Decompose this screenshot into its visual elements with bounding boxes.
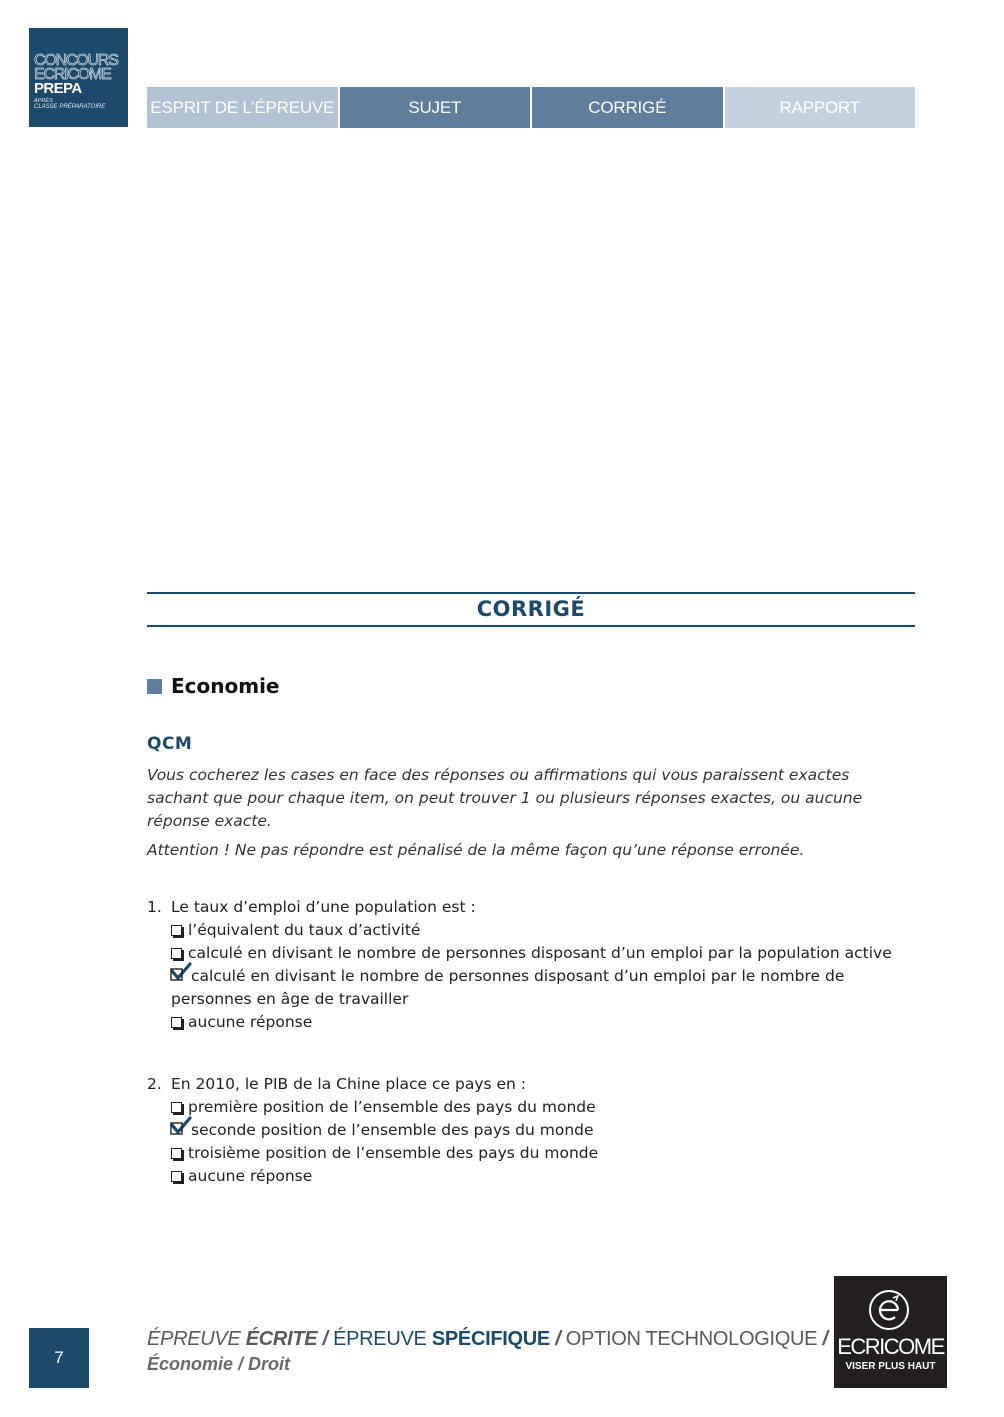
option-text: seconde position de l’ensemble des pays du monde <box>191 1121 594 1139</box>
answer-option-checked[interactable] <box>171 965 907 1011</box>
footer-epreuve: ÉPREUVE <box>147 1328 246 1350</box>
option-text: l’équivalent du taux d’activité <box>188 921 421 939</box>
option-text: aucune réponse <box>188 1013 313 1031</box>
square-bullet-icon <box>147 679 162 694</box>
title-rule-bottom <box>147 625 915 627</box>
page-title: CORRIGÉ <box>476 597 586 621</box>
footer-caption <box>147 1326 828 1376</box>
footer-subject: Économie / Droit <box>147 1354 291 1374</box>
ecricome-e-icon <box>869 1290 909 1330</box>
answer-option[interactable] <box>171 1011 907 1034</box>
answer-option[interactable] <box>171 1142 907 1165</box>
answer-option-checked[interactable] <box>171 1119 907 1142</box>
question-1 <box>147 896 907 1034</box>
footer-epreuve-2: ÉPREUVE <box>333 1328 432 1350</box>
checkbox-icon[interactable] <box>171 1171 182 1182</box>
question-number: 1. <box>147 898 162 916</box>
logo-line-prepa: PREPA <box>34 80 82 97</box>
checkbox-icon[interactable] <box>171 1148 182 1159</box>
qcm-instructions: Vous cocherez les cases en face des réponses ou affirmations qui vous paraissent exactes sachant que pour chaque item, on peut trouver 1 ou plusieurs réponses exactes, ou aucune réponse exacte. <box>147 766 863 830</box>
ecricome-logo <box>834 1276 947 1388</box>
qcm-attention: Attention ! Ne pas répondre est pénalisé de la même façon qu’une réponse erronée. <box>147 841 805 859</box>
checkbox-icon[interactable] <box>171 1017 182 1028</box>
option-text: troisième position de l’ensemble des pays du monde <box>188 1144 599 1162</box>
page-number: 7 <box>29 1328 89 1388</box>
footer-separator: / <box>817 1328 828 1350</box>
title-rule-top <box>147 592 915 594</box>
question-stem: Le taux d’emploi d’une population est : <box>171 898 476 916</box>
question-number: 2. <box>147 1075 162 1093</box>
concours-logo <box>29 28 128 127</box>
qcm-heading: QCM <box>147 734 193 754</box>
option-text: calculé en divisant le nombre de personnes disposant d’un emploi par la population active <box>188 944 892 962</box>
brand-tagline: VISER PLUS HAUT <box>845 1361 936 1372</box>
answer-option[interactable] <box>171 919 907 942</box>
answer-option[interactable] <box>171 942 907 965</box>
logo-line-apres: APRÈS <box>34 98 53 104</box>
answer-option[interactable] <box>171 1096 907 1119</box>
checkbox-icon[interactable] <box>171 948 182 959</box>
question-2 <box>147 1073 907 1188</box>
footer-ecrite: ÉCRITE <box>245 1328 318 1350</box>
checkbox-icon[interactable] <box>171 925 182 936</box>
logo-line-classe: CLASSE PRÉPARATOIRE <box>34 104 106 110</box>
footer-separator: / <box>549 1328 566 1350</box>
option-text: première position de l’ensemble des pays du monde <box>188 1098 596 1116</box>
option-text: aucune réponse <box>188 1167 313 1185</box>
brand-name: ECRICOME <box>837 1334 944 1359</box>
checkmark-icon[interactable] <box>171 1122 185 1136</box>
question-stem: En 2010, le PIB de la Chine place ce pays en : <box>171 1075 527 1093</box>
tab-sujet[interactable]: SUJET <box>340 87 531 128</box>
footer-option: OPTION TECHNOLOGIQUE <box>565 1328 818 1350</box>
subject-heading <box>147 674 280 698</box>
tab-rapport[interactable]: RAPPORT <box>725 87 916 128</box>
footer-separator: / <box>317 1328 334 1350</box>
answer-option[interactable] <box>171 1165 907 1188</box>
subject-label: Economie <box>171 674 280 698</box>
logo-line-ecricome: ECRICOME <box>34 66 111 83</box>
tab-esprit[interactable]: ESPRIT DE L’ÉPREUVE <box>147 87 338 128</box>
tab-corrige[interactable]: CORRIGÉ <box>532 87 723 128</box>
logo-line-concours: CONCOURS <box>34 52 118 69</box>
checkbox-icon[interactable] <box>171 1102 182 1113</box>
checkmark-icon[interactable] <box>171 968 185 982</box>
footer-specifique: SPÉCIFIQUE <box>431 1328 550 1350</box>
section-tabs <box>147 87 915 128</box>
option-text: calculé en divisant le nombre de personnes disposant d’un emploi par le nombre de personnes en âge de travailler <box>171 967 845 1008</box>
